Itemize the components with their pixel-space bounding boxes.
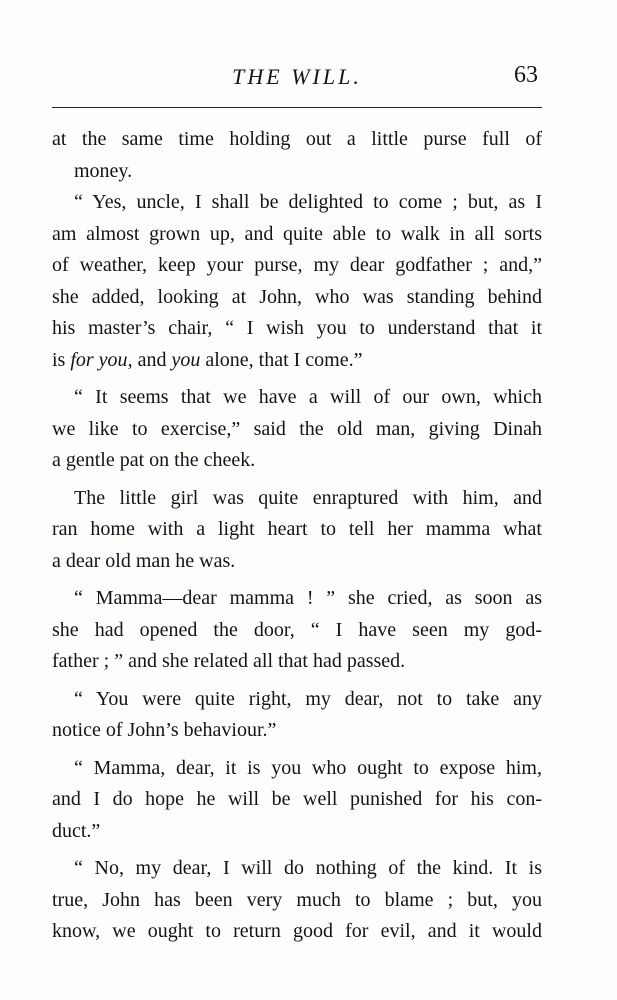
emphasis-text: for you bbox=[70, 348, 128, 371]
text-line: am almost grown up, and quite able to walk in all sorts bbox=[52, 222, 542, 245]
text-line: know, we ought to return good for evil, and it would bbox=[52, 920, 542, 942]
text-fragment: alone, that I come.” bbox=[200, 348, 363, 371]
text-line: we like to exercise,” said the old man, giving Dinah bbox=[52, 417, 542, 440]
page-header bbox=[52, 60, 542, 100]
running-title: THE WILL. bbox=[232, 64, 362, 89]
header-rule bbox=[52, 107, 542, 108]
emphasis-text: you bbox=[171, 348, 201, 371]
text-fragment: , and bbox=[127, 348, 172, 371]
text-line: she added, looking at John, who was standing behind bbox=[52, 285, 542, 308]
text-line: The little girl was quite enraptured with him, and bbox=[74, 486, 542, 509]
text-line bbox=[52, 345, 542, 377]
text-line: “ Yes, uncle, I shall be delighted to come ; but, as I bbox=[74, 191, 542, 213]
text-line: of weather, keep your purse, my dear godfather ; and,” bbox=[52, 254, 542, 276]
text-line: and I do hope he will be well punished for his con- bbox=[52, 788, 542, 810]
text-line: “ It seems that we have a will of our own, which bbox=[74, 386, 542, 408]
text-line: duct.” bbox=[52, 819, 101, 842]
text-line: ran home with a light heart to tell her mamma what bbox=[52, 518, 542, 540]
text-line: “ Mamma, dear, it is you who ought to expose him, bbox=[74, 756, 542, 779]
text-line: she had opened the door, “ I have seen my god- bbox=[52, 618, 542, 641]
text-line: notice of John’s behaviour.” bbox=[52, 719, 277, 741]
text-line: father ; ” and she related all that had passed. bbox=[52, 650, 406, 672]
text-line: “ Mamma—dear mamma ! ” she cried, as soon as bbox=[74, 587, 542, 609]
body-text bbox=[52, 124, 542, 948]
text-line: a gentle pat on the cheek. bbox=[52, 449, 256, 471]
text-line: his master’s chair, “ I wish you to understand that it bbox=[52, 317, 542, 339]
text-line: “ You were quite right, my dear, not to take any bbox=[74, 687, 542, 710]
text-line: at the same time holding out a little purse full of bbox=[52, 128, 542, 150]
text-line: true, John has been very much to blame ; but, you bbox=[52, 888, 542, 911]
text-line: money. bbox=[74, 159, 133, 182]
text-fragment: is bbox=[52, 348, 71, 371]
text-line: “ No, my dear, I will do nothing of the kind. It is bbox=[74, 857, 542, 879]
page-number: 63 bbox=[514, 62, 538, 88]
text-line: a dear old man he was. bbox=[52, 549, 236, 572]
